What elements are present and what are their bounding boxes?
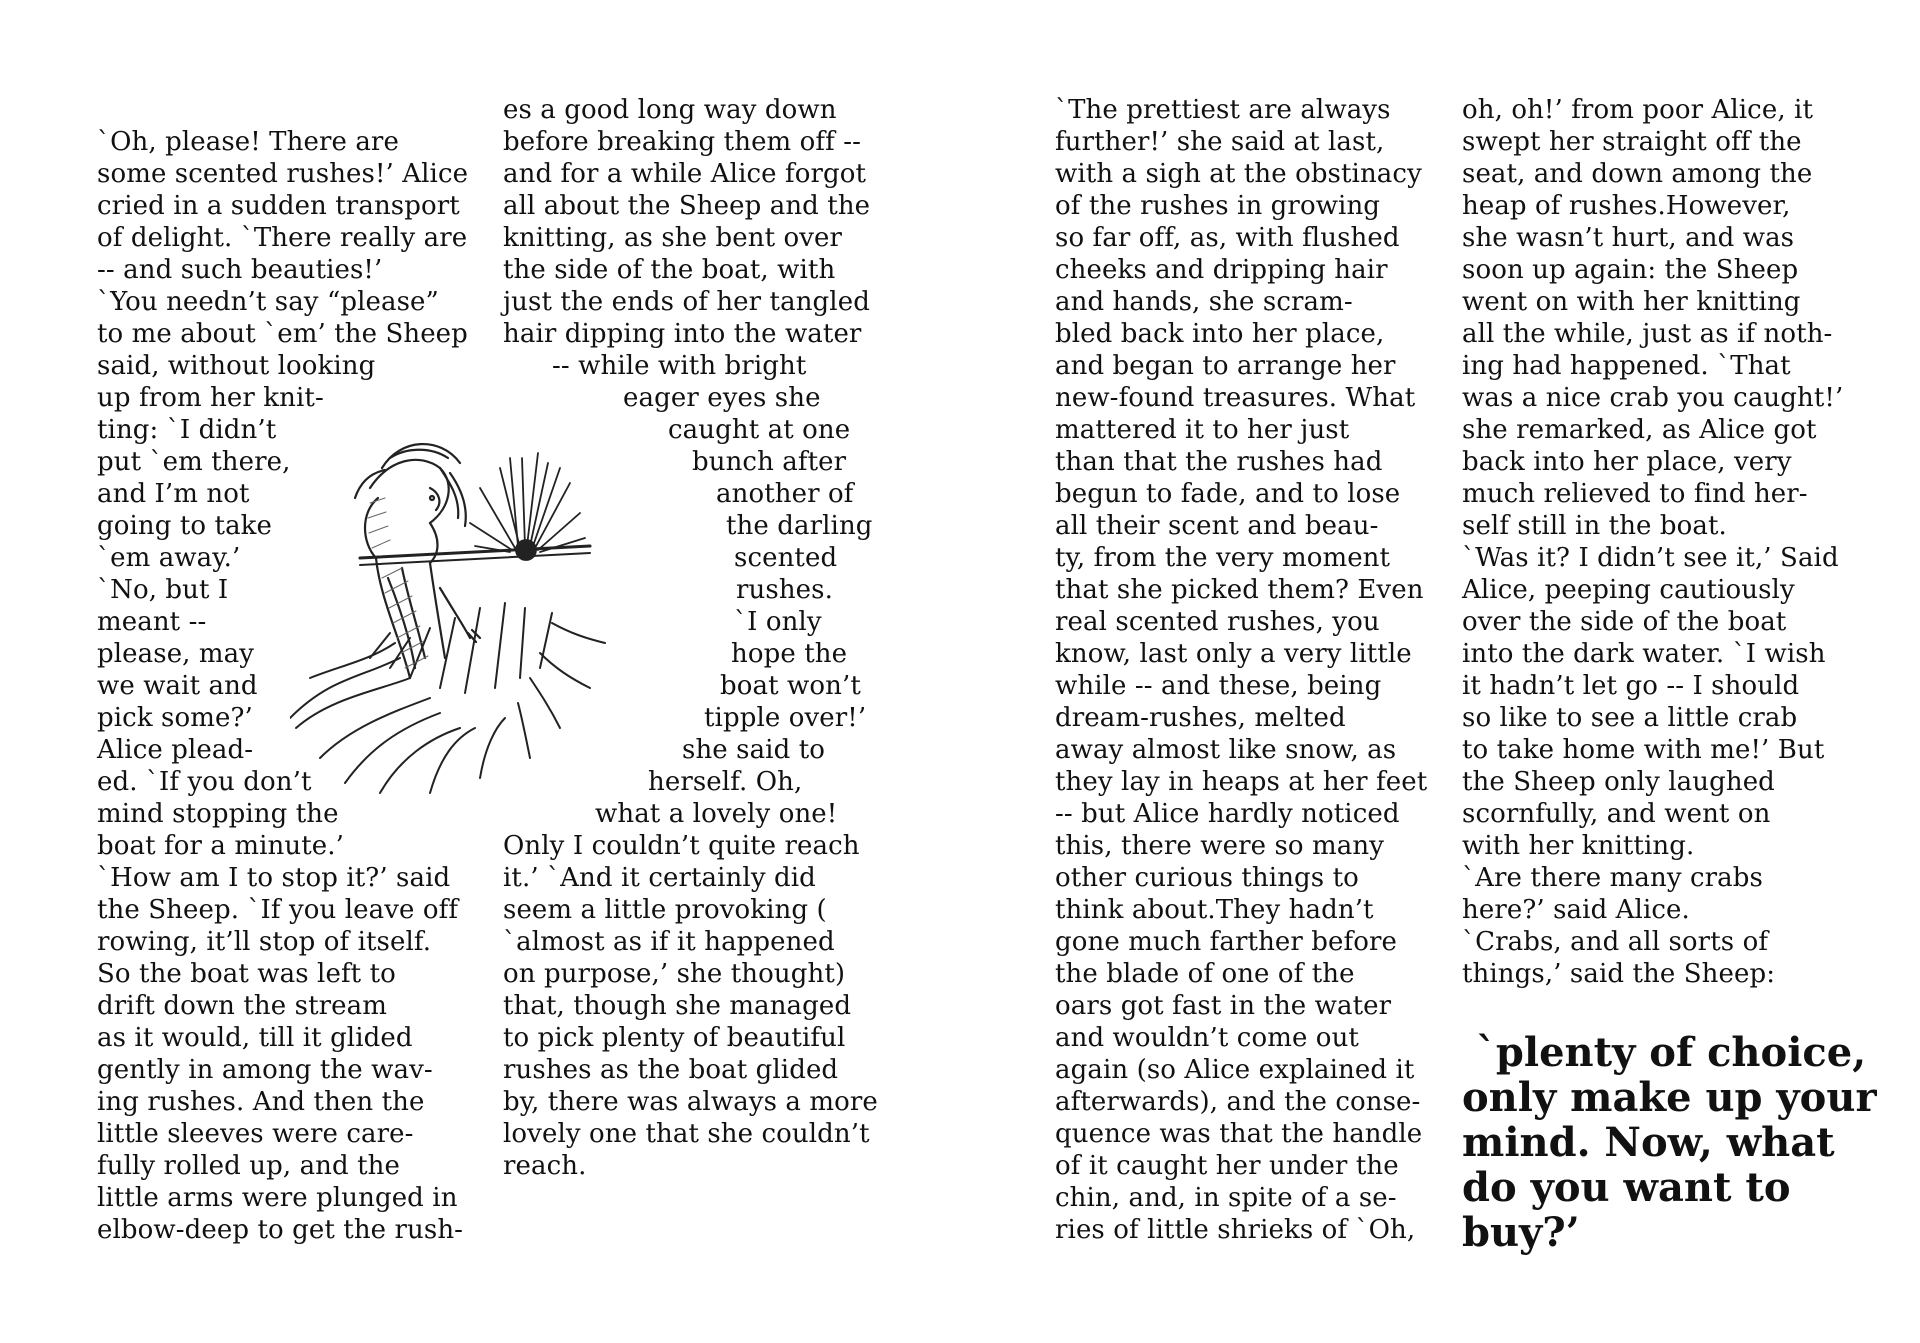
text-line: `almost as if it happened: [503, 927, 835, 957]
text-line: herself. Oh,: [648, 767, 803, 797]
text-line: drift down the stream: [97, 991, 387, 1021]
text-line: ing had happened. `That: [1462, 351, 1791, 381]
text-line: elbow-deep to get the rush-: [97, 1215, 464, 1245]
text-line: oh, oh!’ from poor Alice, it: [1462, 95, 1814, 125]
text-line: tipple over!’: [704, 703, 867, 733]
text-line: Alice plead-: [97, 735, 254, 765]
text-line: on purpose,’ she thought): [503, 959, 846, 989]
text-line: cheeks and dripping hair: [1055, 255, 1388, 285]
text-line: things,’ said the Sheep:: [1462, 959, 1776, 989]
text-line: and I’m not: [97, 479, 250, 509]
text-line: to pick plenty of beautiful: [503, 1023, 846, 1053]
text-line: little sleeves were care-: [97, 1119, 414, 1149]
text-line: boat for a minute.’: [97, 831, 344, 861]
text-line: back into her place, very: [1462, 447, 1792, 477]
text-line: here?’ said Alice.: [1462, 895, 1690, 925]
text-line: they lay in heaps at her feet: [1055, 767, 1428, 797]
text-line: went on with her knitting: [1462, 287, 1801, 317]
text-line: said, without looking: [97, 351, 376, 381]
text-line: with a sigh at the obstinacy: [1055, 159, 1422, 189]
text-line: scented: [734, 543, 838, 573]
text-line: oars got fast in the water: [1055, 991, 1392, 1021]
text-line: es a good long way down: [503, 95, 837, 125]
text-line: the Sheep. `If you leave off: [97, 895, 459, 925]
text-line: So the boat was left to: [97, 959, 396, 989]
text-line: ty, from the very moment: [1055, 543, 1391, 573]
text-line: so like to see a little crab: [1462, 703, 1798, 733]
text-line: and wouldn’t come out: [1055, 1023, 1359, 1053]
text-line: begun to fade, and to lose: [1055, 479, 1401, 509]
text-line: mind stopping the: [97, 799, 339, 829]
text-line: think about.They hadn’t: [1055, 895, 1374, 925]
text-line: so far off, as, with flushed: [1055, 223, 1400, 253]
text-line: just the ends of her tangled: [503, 287, 870, 317]
text-line: `No, but I: [97, 575, 229, 605]
text-line: know, last only a very little: [1055, 639, 1412, 669]
text-line: `em away.’: [97, 543, 241, 573]
text-line: while -- and these, being: [1055, 671, 1382, 701]
text-line: ting: `I didn’t: [97, 415, 277, 445]
text-line: ed. `If you don’t: [97, 767, 312, 797]
text-line: to take home with me!’ But: [1462, 735, 1825, 765]
text-line: `Are there many crabs: [1462, 863, 1763, 893]
text-line: over the side of the boat: [1462, 607, 1787, 637]
text-line: hair dipping into the water: [503, 319, 862, 349]
text-line: another of: [716, 479, 854, 509]
alice-reaching-for-rushes-illustration: [290, 428, 620, 798]
text-line: afterwards), and the conse-: [1055, 1087, 1421, 1117]
text-line: little arms were plunged in: [97, 1183, 458, 1213]
pull-quote-line: buy?’: [1462, 1209, 1580, 1256]
text-line: -- and such beauties!’: [97, 255, 383, 285]
text-line: this, there were so many: [1055, 831, 1385, 861]
text-line: was a nice crab you caught!’: [1462, 383, 1844, 413]
text-line: `Crabs, and all sorts of: [1462, 927, 1769, 957]
text-line: Alice, peeping cautiously: [1462, 575, 1795, 605]
text-line: the blade of one of the: [1055, 959, 1355, 989]
text-line: `I only: [734, 607, 822, 637]
text-line: into the dark water. `I wish: [1462, 639, 1826, 669]
text-line: -- but Alice hardly noticed: [1055, 799, 1400, 829]
text-line: she wasn’t hurt, and was: [1462, 223, 1795, 253]
text-line: bled back into her place,: [1055, 319, 1385, 349]
text-line: swept her straight off the: [1462, 127, 1802, 157]
text-line: it.’ `And it certainly did: [503, 863, 816, 893]
text-line: she said to: [682, 735, 826, 765]
text-line: `The prettiest are always: [1055, 95, 1391, 125]
text-line: boat won’t: [720, 671, 861, 701]
text-line: other curious things to: [1055, 863, 1359, 893]
text-line: away almost like snow, as: [1055, 735, 1397, 765]
pull-quote-line: do you want to: [1462, 1164, 1791, 1211]
text-line: soon up again: the Sheep: [1462, 255, 1799, 285]
text-line: new-found treasures. What: [1055, 383, 1416, 413]
text-line: fully rolled up, and the: [97, 1151, 401, 1181]
text-line: bunch after: [692, 447, 847, 477]
text-line: scornfully, and went on: [1462, 799, 1771, 829]
text-line: gone much farther before: [1055, 927, 1398, 957]
text-line: lovely one that she couldn’t: [503, 1119, 870, 1149]
text-line: to me about `em’ the Sheep: [97, 319, 468, 349]
text-line: it hadn’t let go -- I should: [1462, 671, 1800, 701]
text-line: she remarked, as Alice got: [1462, 415, 1817, 445]
text-line: all about the Sheep and the: [503, 191, 871, 221]
text-line: rushes as the boat glided: [503, 1055, 839, 1085]
text-line: going to take: [97, 511, 273, 541]
text-line: knitting, as she bent over: [503, 223, 843, 253]
text-line: seem a little provoking (: [503, 895, 827, 925]
text-line: rowing, it’ll stop of itself.: [97, 927, 432, 957]
text-line: as it would, till it glided: [97, 1023, 413, 1053]
text-line: of delight. `There really are: [97, 223, 468, 253]
text-line: hope the: [731, 639, 848, 669]
text-line: put `em there,: [97, 447, 291, 477]
text-line: some scented rushes!’ Alice: [97, 159, 469, 189]
text-line: that, though she managed: [503, 991, 852, 1021]
pull-quote-line: `plenty of choice,: [1462, 1029, 1867, 1076]
text-line: than that the rushes had: [1055, 447, 1383, 477]
text-line: cried in a sudden transport: [97, 191, 460, 221]
text-line: meant --: [97, 607, 207, 637]
text-line: gently in among the wav-: [97, 1055, 433, 1085]
text-line: much relieved to find her-: [1462, 479, 1808, 509]
text-line: Only I couldn’t quite reach: [503, 831, 860, 861]
text-line: all the while, just as if noth-: [1462, 319, 1833, 349]
text-line: dream-rushes, melted: [1055, 703, 1346, 733]
text-line: reach.: [503, 1151, 587, 1181]
text-line: the darling: [726, 511, 873, 541]
text-line: ries of little shrieks of `Oh,: [1055, 1215, 1416, 1245]
text-line: before breaking them off --: [503, 127, 862, 157]
text-line: rushes.: [736, 575, 833, 605]
text-line: mattered it to her just: [1055, 415, 1350, 445]
text-line: quence was that the handle: [1055, 1119, 1423, 1149]
text-line: further!’ she said at last,: [1055, 127, 1385, 157]
text-line: please, may: [97, 639, 255, 669]
text-line: `Was it? I didn’t see it,’ Said: [1462, 543, 1839, 573]
text-line: chin, and, in spite of a se-: [1055, 1183, 1397, 1213]
text-line: with her knitting.: [1462, 831, 1695, 861]
pull-quote-line: mind. Now, what: [1462, 1119, 1835, 1166]
text-line: that she picked them? Even: [1055, 575, 1424, 605]
text-line: eager eyes she: [623, 383, 821, 413]
text-line: ing rushes. And then the: [97, 1087, 425, 1117]
text-line: -- while with bright: [552, 351, 807, 381]
text-line: all their scent and beau-: [1055, 511, 1379, 541]
text-line: of the rushes in growing: [1055, 191, 1381, 221]
text-line: by, there was always a more: [503, 1087, 878, 1117]
text-line: and for a while Alice forgot: [503, 159, 867, 189]
text-line: and began to arrange her: [1055, 351, 1396, 381]
text-line: `How am I to stop it?’ said: [97, 863, 451, 893]
text-line: pick some?’: [97, 703, 253, 733]
text-line: `You needn’t say “please”: [97, 287, 439, 317]
text-line: the side of the boat, with: [503, 255, 836, 285]
text-line: and hands, she scram-: [1055, 287, 1353, 317]
text-line: up from her knit-: [97, 383, 324, 413]
text-line: self still in the boat.: [1462, 511, 1727, 541]
text-line: real scented rushes, you: [1055, 607, 1380, 637]
text-line: of it caught her under the: [1055, 1151, 1399, 1181]
text-line: heap of rushes.However,: [1462, 191, 1791, 221]
text-line: again (so Alice explained it: [1055, 1055, 1415, 1085]
text-line: what a lovely one!: [595, 799, 838, 829]
text-line: we wait and: [97, 671, 258, 701]
text-line: the Sheep only laughed: [1462, 767, 1775, 797]
text-line: seat, and down among the: [1462, 159, 1813, 189]
pull-quote-line: only make up your: [1462, 1074, 1877, 1121]
text-line: `Oh, please! There are: [97, 127, 399, 157]
text-line: caught at one: [668, 415, 851, 445]
